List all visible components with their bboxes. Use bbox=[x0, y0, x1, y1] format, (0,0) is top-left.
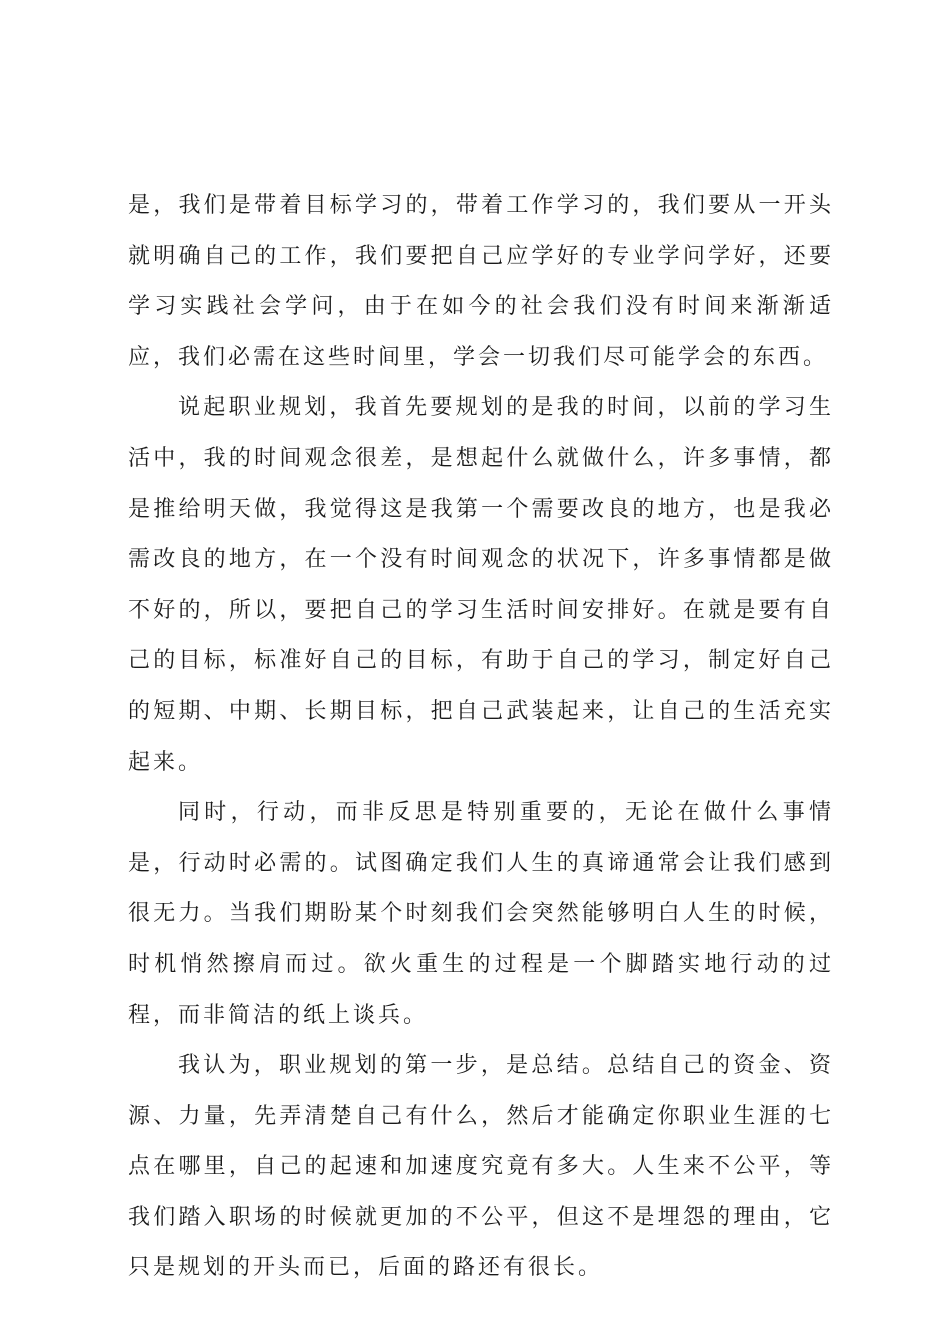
paragraph-1: 是，我们是带着目标学习的，带着工作学习的，我们要从一开头就明确自己的工作，我们要把自己应学好的专业学问学好，还要学习实践社会学问，由于在如今的社会我们没有时间来渐渐适应，我们必需在这些时间里，学会一切我们尽可能学会的东西。 bbox=[128, 193, 834, 370]
paragraph-2: 说起职业规划，我首先要规划的是我的时间，以前的学习生活中，我的时间观念很差，是想起什么就做什么，许多事情，都是推给明天做，我觉得这是我第一个需要改良的地方，也是我必需改良的地方，在一个没有时间观念的状况下，许多事情都是做不好的，所以，要把自己的学习生活时间安排好。在就是要有自己的目标，标准好自己的目标，有助于自己的学习，制定好自己的短期、中期、长期目标，把自己武装起来，让自己的生活充实起来。 bbox=[128, 395, 834, 775]
body-text bbox=[128, 181, 834, 1294]
paragraph-4: 我认为，职业规划的第一步，是总结。总结自己的资金、资源、力量，先弄清楚自己有什么，然后才能确定你职业生涯的七点在哪里，自己的起速和加速度究竟有多大。人生来不公平，等我们踏入职场的时候就更加的不公平，但这不是埋怨的理由，它只是规划的开头而已，后面的路还有很长。 bbox=[128, 1053, 834, 1281]
paragraph-3: 同时，行动，而非反思是特别重要的，无论在做什么事情是，行动时必需的。试图确定我们人生的真谛通常会让我们感到很无力。当我们期盼某个时刻我们会突然能够明白人生的时候，时机悄然擦肩而过。欲火重生的过程是一个脚踏实地行动的过程，而非简洁的纸上谈兵。 bbox=[128, 800, 834, 1028]
